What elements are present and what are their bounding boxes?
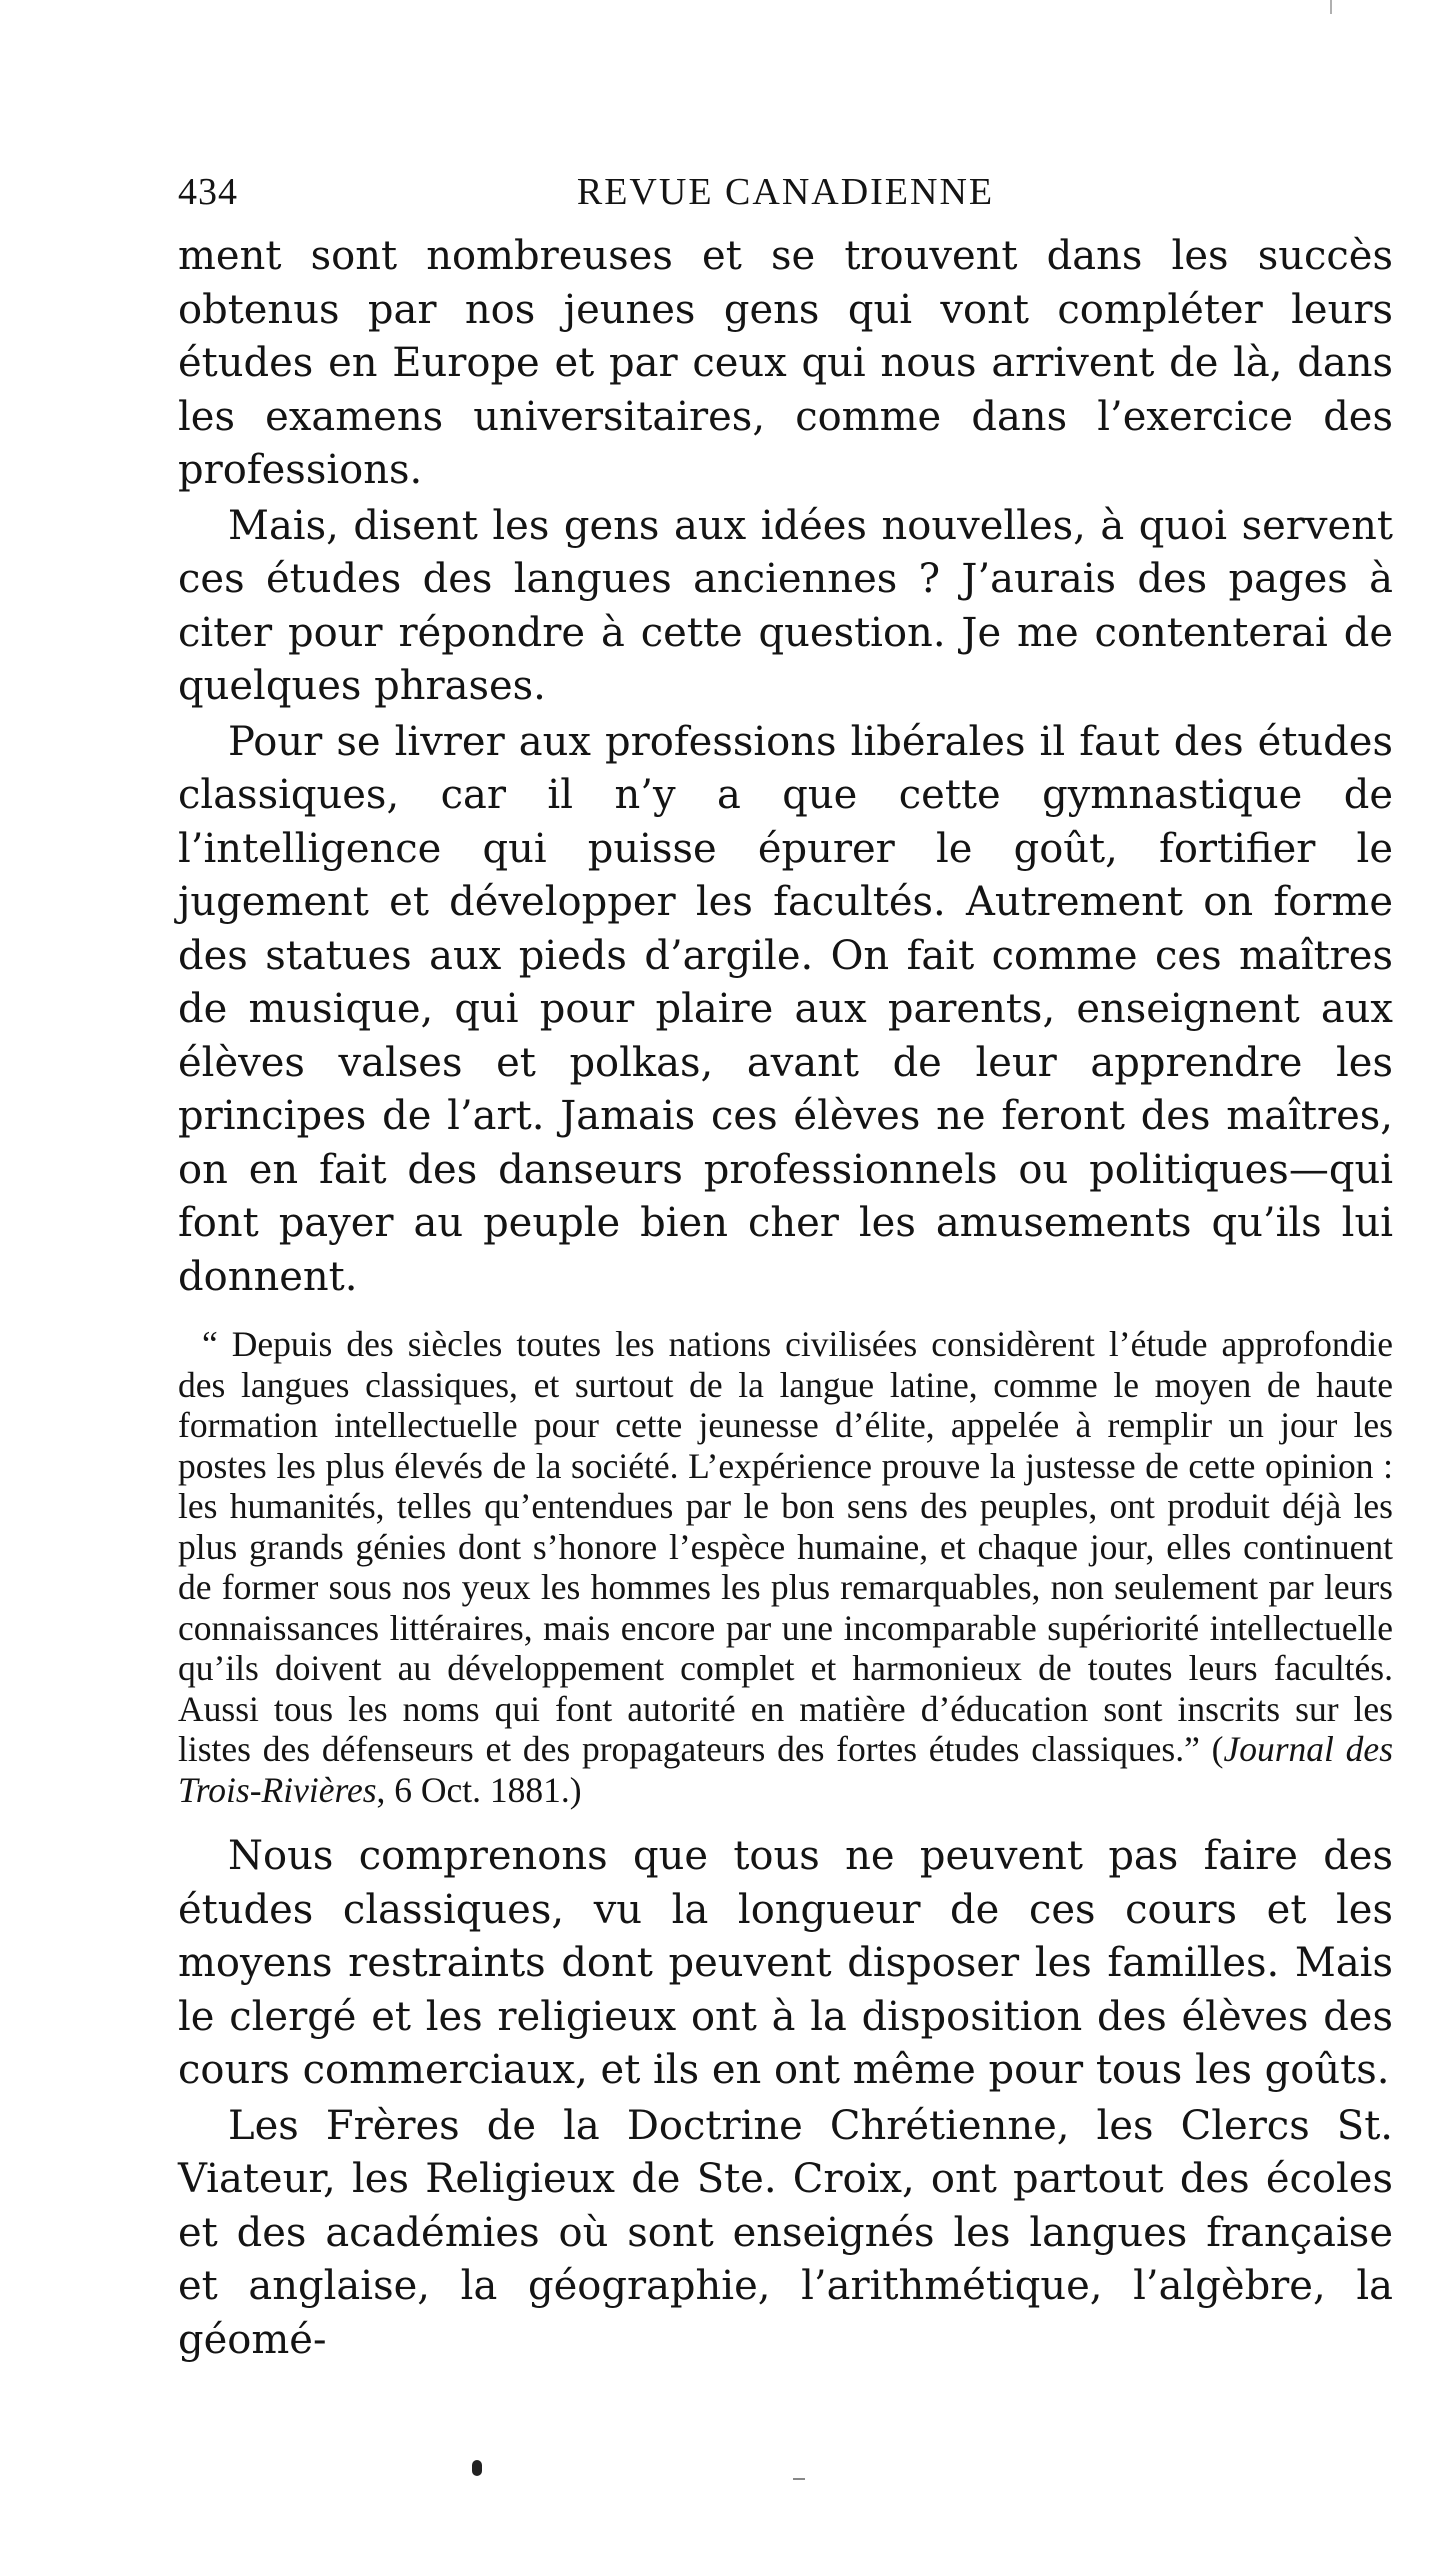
quote-text: “ Depuis des siècles toutes les nations civilisées considèrent l’étude approfondie des langues classiques, et surtout de la langue latine, comme le moyen de haute formation intellectuelle pour cette jeunesse d’élite, appelée à remplir un jour les postes les plus élevés de la société. L’expérience prouve la justesse de cette opinion : les humanités, telles qu’entendues par le bon sens des peuples, ont produit déjà les plus grands génies dont s’honore l’espèce humaine, et chaque jour, elles continuent de former sous nos yeux les hommes les plus remarquables, non seulement par leurs connaissances littéraires, mais encore par une incomparable supériorité intellectuelle qu’ils doivent au développement complet et harmonieux de toutes leurs facultés. Aussi tous les noms qui font autorité en matière d’éducation sont inscrits sur les listes des défenseurs et des propagateurs des fortes études classiques.” (178, 1324, 1393, 1769)
paragraph-liberal-professions: Pour se livrer aux professions libérales il faut des études classiques, car il n’y a que cette gymnastique de l’intelligence qui puisse épurer le goût, fortifier le jugement et développer les facultés. Autrement on forme des statues aux pieds d’argile. On fait comme ces maîtres de musique, qui pour plaire aux parents, enseignent aux élèves valses et polkas, avant de leur apprendre les principes de l’art. Jamais ces élèves ne feront des maîtres, on en fait des danseurs professionnels ou politiques—qui font payer au peuple bien cher les amusements qu’ils lui donnent. (178, 718, 1393, 1300)
scan-mark (1330, 0, 1332, 14)
citation-open: ( (1211, 1729, 1224, 1769)
citation-source: Journal des Trois-Rivières (178, 1729, 1394, 1810)
page-number: 434 (178, 171, 238, 213)
paragraph-commercial-courses: Nous comprenons que tous ne peuvent pas faire des études classiques, vu la longueur de ces cours et les moyens restraints dont peuvent disposer les familles. Mais le clergé et les religieux ont à la disposition des élèves des cours commerciaux, et ils en ont même pour tous les goûts. (178, 1833, 1393, 2093)
scan-dash (793, 2478, 805, 2480)
scan-speck (472, 2460, 482, 2476)
paragraph-question: Mais, disent les gens aux idées nouvelles, à quoi servent ces études des langues anciennes ? J’aurais des pages à citer pour répondre à cette question. Je me contenterai de quelques phrases. (178, 502, 1393, 709)
running-head (178, 160, 1393, 230)
journal-title: REVUE CANADIENNE (576, 171, 995, 213)
block-quote (178, 1324, 1393, 1810)
book-page (178, 160, 1393, 2367)
paragraph-religious-orders: Les Frères de la Doctrine Chrétienne, les Clercs St. Viateur, les Religieux de Ste. Croix, ont partout des écoles et des académies où sont enseignés les langues française et anglaise, la géographie, l’arithmétique, l’algèbre, la géomé- (178, 2102, 1393, 2363)
paragraph-continued: ment sont nombreuses et se trouvent dans les succès obtenus par nos jeunes gens qui vont compléter leurs études en Europe et par ceux qui nous arrivent de là, dans les examens universitaires, comme dans l’exercice des professions. (178, 233, 1393, 493)
citation-date: , 6 Oct. 1881.) (376, 1769, 582, 1810)
